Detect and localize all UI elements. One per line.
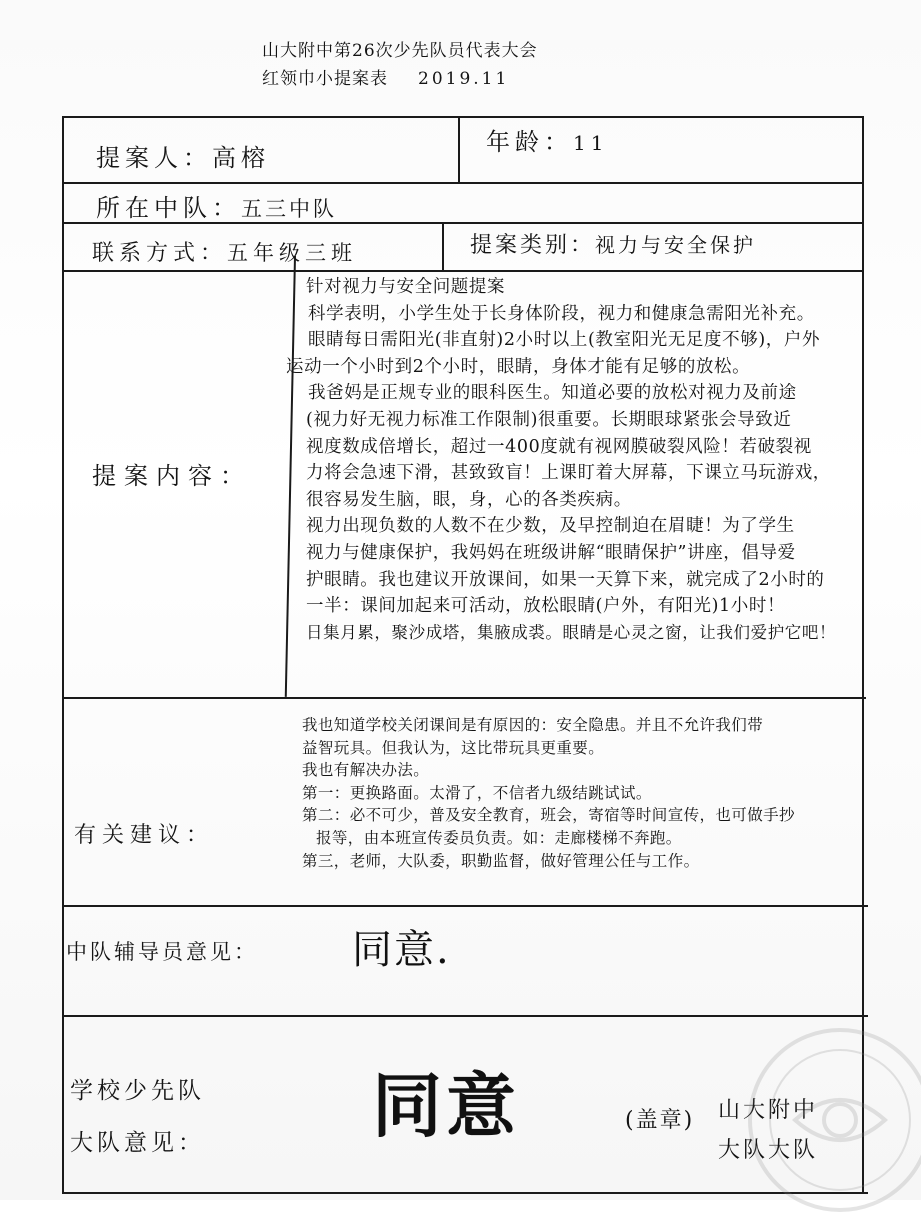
school-signature: 同意	[372, 1064, 520, 1147]
content-line: 视度数成倍增长，超过一400度就有视网膜破裂风险！若破裂视	[306, 436, 812, 457]
contact-field	[92, 236, 357, 267]
row-divider-6	[62, 1015, 868, 1017]
squadron-label: 所在中队：	[96, 194, 241, 222]
proposer-label: 提案人：	[96, 144, 212, 172]
content-line: 运动一个小时到2个小时，眼睛，身体才能有足够的放松。	[286, 356, 751, 377]
table-border-top	[62, 116, 862, 118]
content-line: 护眼睛。我也建议开放课间，如果一天算下来，就完成了2小时的	[306, 569, 825, 590]
school-label-line2: 大队意见：	[70, 1130, 205, 1156]
counselor-label: 中队辅导员意见：	[66, 940, 258, 964]
row-divider-3	[62, 270, 864, 272]
content-line: 很容易发生脑，眼，身，心的各类疾病。	[306, 489, 632, 510]
content-line: 力将会急速下滑，甚致致盲！上课盯着大屏幕，下课立马玩游戏，	[306, 463, 831, 484]
age-label: 年龄：	[486, 128, 573, 156]
suggestion-line: 第二：必不可少，普及安全教育，班会，寄宿等时间宣传，也可做手抄	[302, 806, 795, 825]
suggestion-line: 益智玩具。但我认为，这比带玩具更重要。	[302, 738, 605, 757]
form-name: 红领巾小提案表	[262, 69, 388, 89]
content-line: 视力与健康保护，我妈妈在班级讲解“眼睛保护”讲座，倡导爱	[306, 542, 796, 563]
age-value: 11	[573, 131, 609, 155]
content-line: 日集月累，聚沙成塔，集腋成裘。眼睛是心灵之窗，让我们爱护它吧！	[306, 622, 837, 642]
seal-text-line1: 山大附中	[718, 1098, 819, 1123]
contact-value: 五年级三班	[227, 241, 358, 265]
proposal-content	[286, 274, 837, 646]
school-label-line1: 学校少先队	[70, 1078, 205, 1104]
content-line: (视力好无视力标准工作限制)很重要。长期眼球紧张会导致近	[306, 409, 792, 430]
seal-label: (盖章)	[625, 1108, 695, 1133]
squadron-value: 五三中队	[241, 197, 337, 221]
seal-text-line2: 大队大队	[718, 1138, 819, 1163]
suggestion-line: 报等，由本班宣传委员负责。如：走廊楼梯不奔跑。	[316, 828, 682, 847]
form-header-subtitle	[262, 64, 509, 89]
form-date: 2019.11	[418, 69, 510, 89]
category-label: 提案类别：	[470, 233, 596, 258]
suggestion-line: 第三，老师，大队委，职勤监督，做好管理公任与工作。	[302, 851, 700, 870]
squadron-field	[96, 188, 337, 223]
counselor-signature: 同意.	[352, 927, 451, 973]
category-column-divider	[442, 222, 444, 270]
content-line: 一半：课间加起来可活动，放松眼睛(户外，有阳光)1小时！	[306, 596, 786, 617]
suggestion-line: 我也有解决办法。	[302, 761, 430, 780]
proposer-field	[96, 138, 270, 173]
suggestion-label: 有关建议：	[74, 823, 215, 848]
category-field	[470, 228, 756, 259]
form-header-title: 山大附中第26次少先队员代表大会	[262, 41, 538, 61]
age-column-divider	[458, 116, 460, 182]
content-line: 视力出现负数的人数不在少数，及早控制迫在眉睫！为了学生	[306, 516, 795, 537]
row-divider-1	[62, 182, 862, 184]
content-line: 针对视力与安全问题提案	[306, 277, 506, 297]
table-border-left	[62, 116, 64, 1193]
museum-watermark-logo	[740, 1020, 921, 1220]
suggestion-line: 第一：更换路面。太滑了，不信者九级结跳试试。	[302, 783, 652, 802]
proposer-value: 高榕	[212, 144, 270, 172]
suggestion-content	[302, 714, 795, 872]
age-field	[486, 122, 608, 157]
row-divider-4	[62, 697, 866, 699]
row-divider-5	[62, 905, 868, 907]
content-line: 眼睛每日需阳光(非直射)2小时以上(教室阳光无足度不够)，户外	[308, 330, 821, 351]
contact-label: 联系方式：	[92, 241, 228, 266]
category-value: 视力与安全保护	[595, 233, 757, 257]
content-line: 科学表明，小学生处于长身体阶段，视力和健康急需阳光补充。	[308, 303, 815, 324]
content-line: 我爸妈是正规专业的眼科医生。知道必要的放松对视力及前途	[308, 383, 797, 404]
suggestion-line: 我也知道学校关闭课间是有原因的：安全隐患。并且不允许我们带	[302, 716, 764, 734]
content-label: 提案内容：	[92, 462, 252, 490]
